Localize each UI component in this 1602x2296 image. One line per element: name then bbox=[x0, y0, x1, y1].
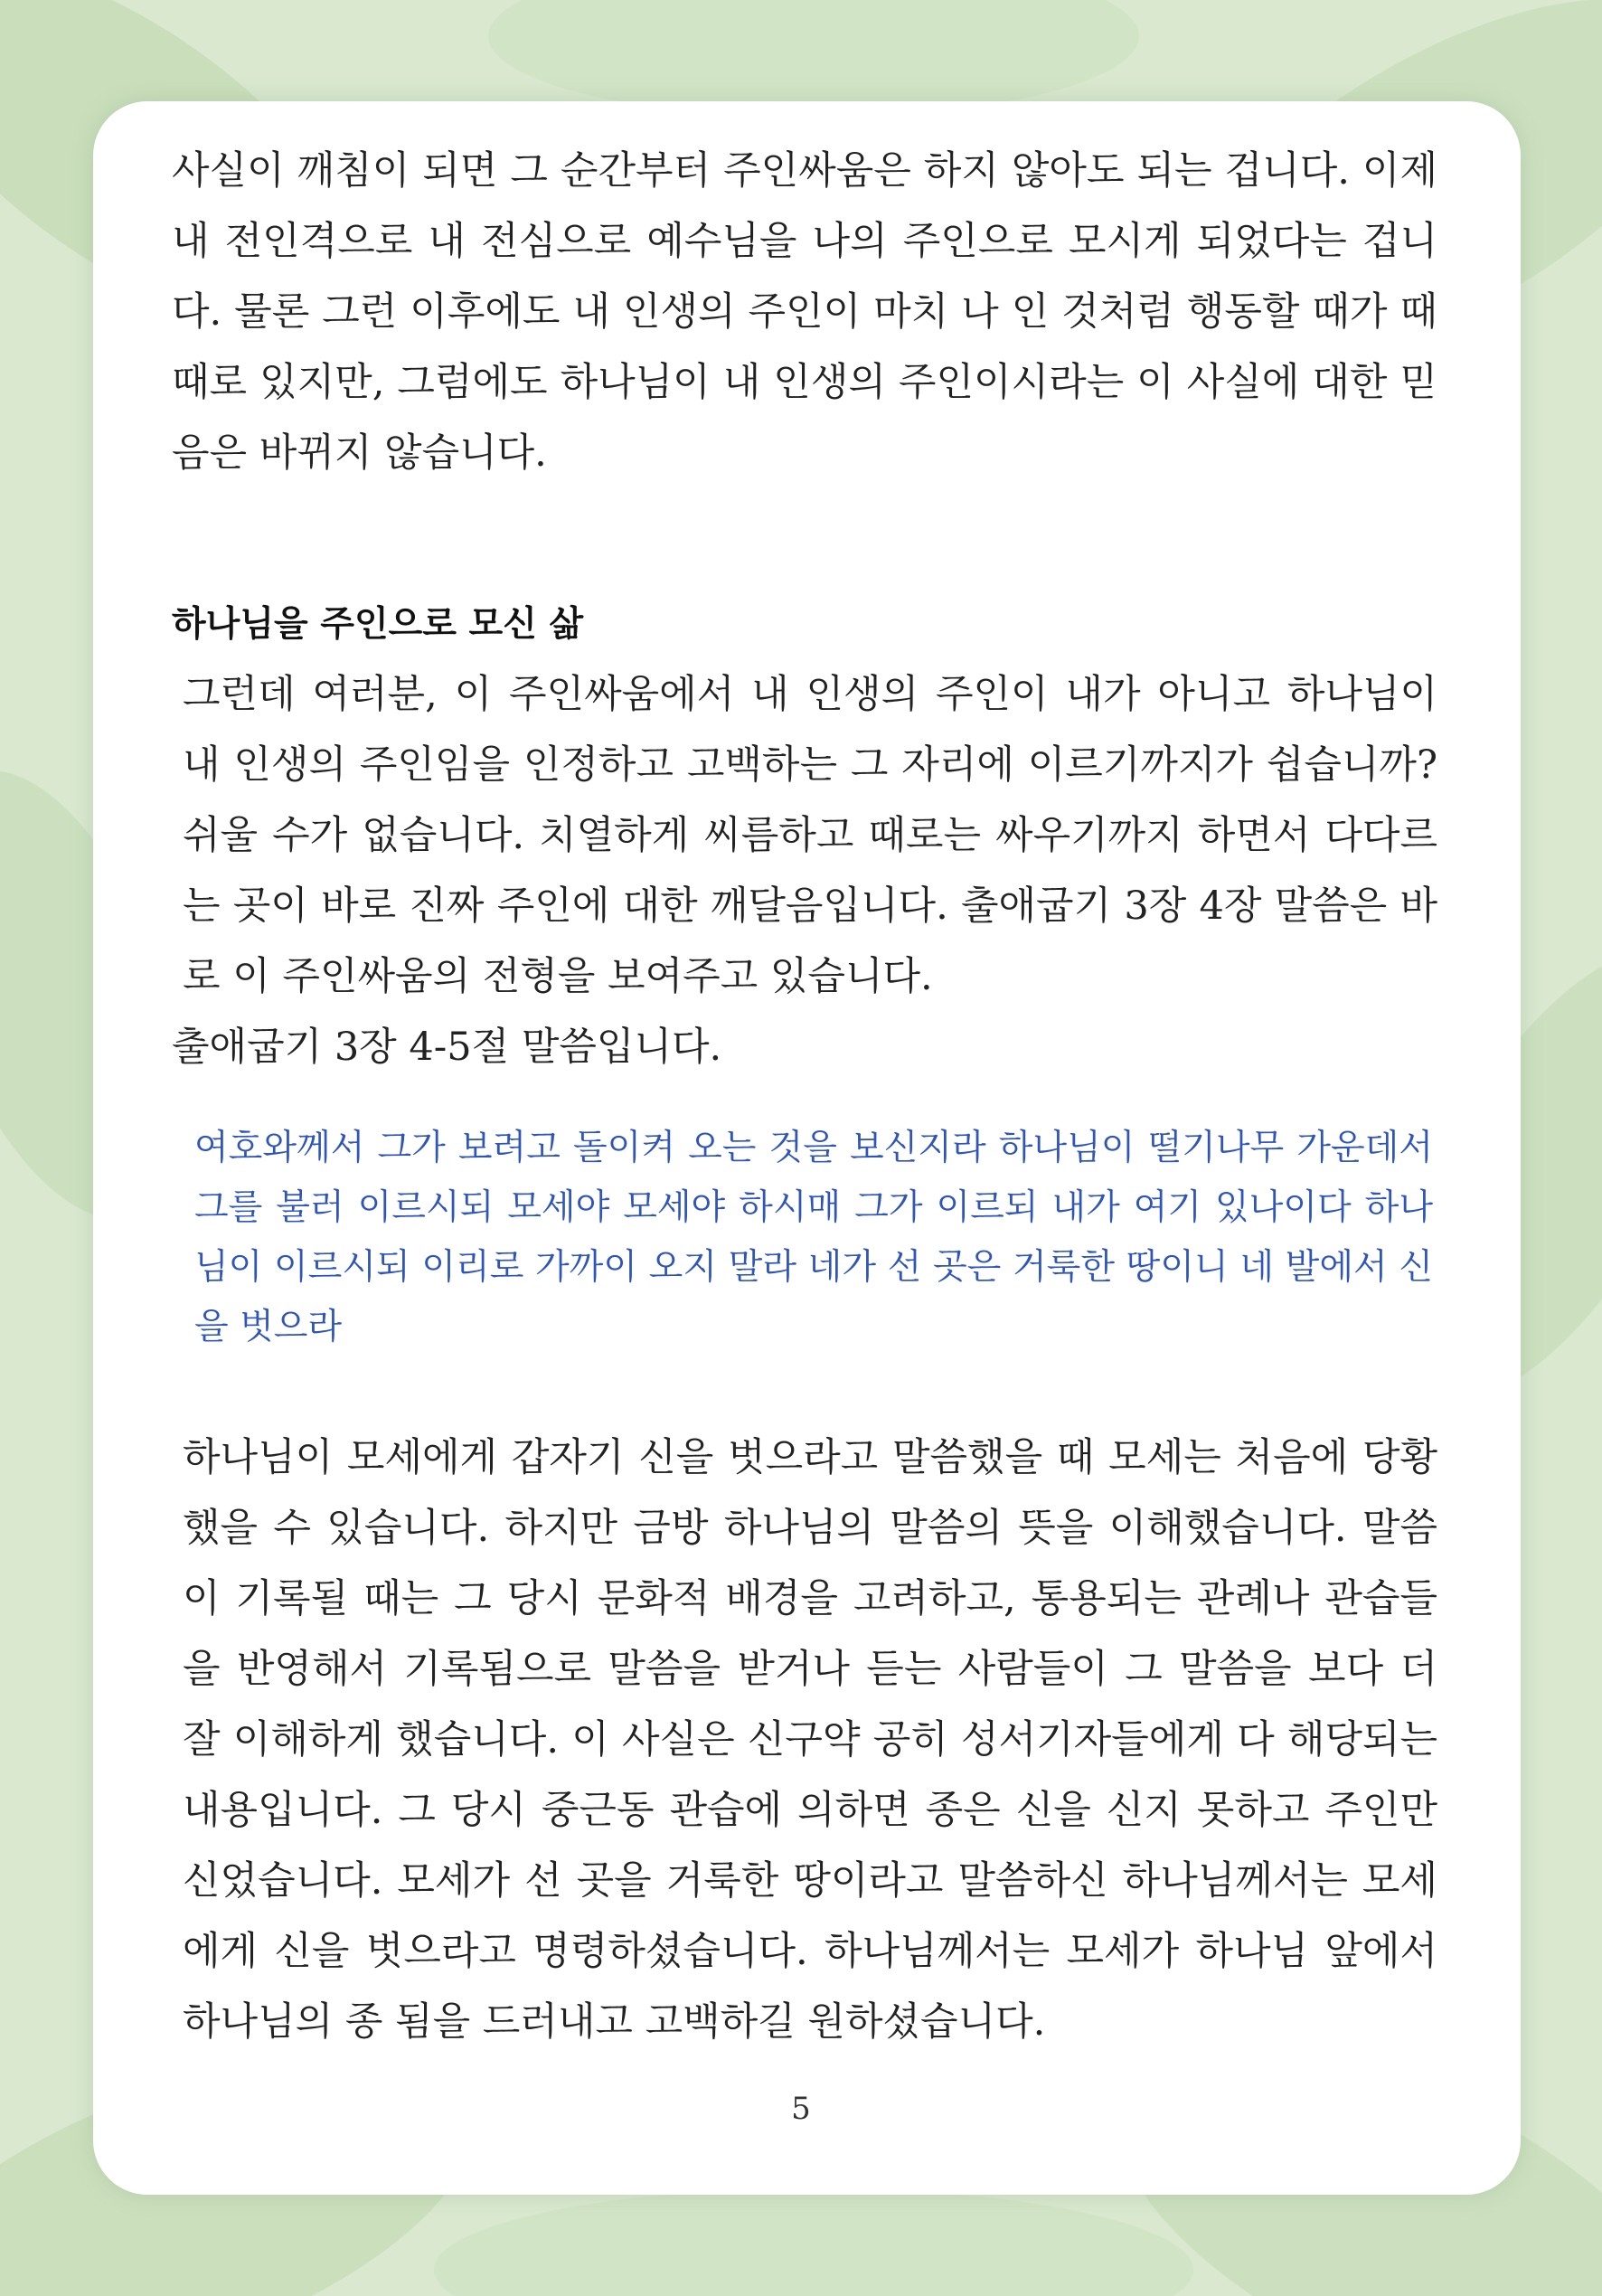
scripture-reference: 출애굽기 3장 4-5절 말씀입니다. bbox=[172, 1025, 722, 1070]
document-body bbox=[172, 136, 1437, 2057]
page-number: 5 bbox=[791, 2091, 811, 2127]
leaf-shape bbox=[488, 0, 1139, 118]
scripture-quote: 여호와께서 그가 보려고 돌이켜 오는 것을 보신지라 하나님이 떨기나무 가운데서 그를 불러 이르시되 모세야 모세야 하시매 그가 이르되 내가 여기 있나이다 하나님이 이르시되 이리로 가까이 오지 말라 네가 선 곳은 거룩한 땅이니 네 발에서 신을 벗으라 bbox=[194, 1128, 1433, 1347]
paragraph-3: 하나님이 모세에게 갑자기 신을 벗으라고 말씀했을 때 모세는 처음에 당황했을 수 있습니다. 하지만 금방 하나님의 말씀의 뜻을 이해했습니다. 말씀이 기록될 때는 그 당시 문화적 배경을 고려하고, 통용되는 관례나 관습들을 반영해서 기록됨으로 말씀을 받거나 듣는 사람들이 그 말씀을 보다 더 잘 이해하게 했습니다. 이 사실은 신구약 공히 성서기자들에게 다 해당되는 내용입니다. 그 당시 중근동 관습에 의하면 종은 신을 신지 못하고 주인만 신었습니다. 모세가 선 곳을 거룩한 땅이라고 말씀하신 하나님께서는 모세에게 신을 벗으라고 명령하셨습니다. 하나님께서는 모세가 하나님 앞에서 하나님의 종 됨을 드러내고 고백하길 원하셨습니다. bbox=[183, 1435, 1437, 2045]
leaf-shape bbox=[434, 2188, 1193, 2296]
section-heading: 하나님을 주인으로 모신 삶 bbox=[172, 604, 584, 645]
paragraph-1: 사실이 깨침이 되면 그 순간부터 주인싸움은 하지 않아도 되는 겁니다. 이제 내 전인격으로 내 전심으로 예수님을 나의 주인으로 모시게 되었다는 겁니다. 물론 그런 이후에도 내 인생의 주인이 마치 나 인 것처럼 행동할 때가 때때로 있지만, 그럼에도 하나님이 내 인생의 주인이시라는 이 사실에 대한 믿음은 바뀌지 않습니다. bbox=[172, 148, 1437, 476]
paragraph-2: 그런데 여러분, 이 주인싸움에서 내 인생의 주인이 내가 아니고 하나님이 내 인생의 주인임을 인정하고 고백하는 그 자리에 이르기까지가 쉽습니까? 쉬울 수가 없습니다. 치열하게 씨름하고 때로는 싸우기까지 하면서 다다르는 곳이 바로 진짜 주인에 대한 깨달음입니다. 출애굽기 3장 4장 말씀은 바로 이 주인싸움의 전형을 보여주고 있습니다. bbox=[183, 672, 1437, 999]
